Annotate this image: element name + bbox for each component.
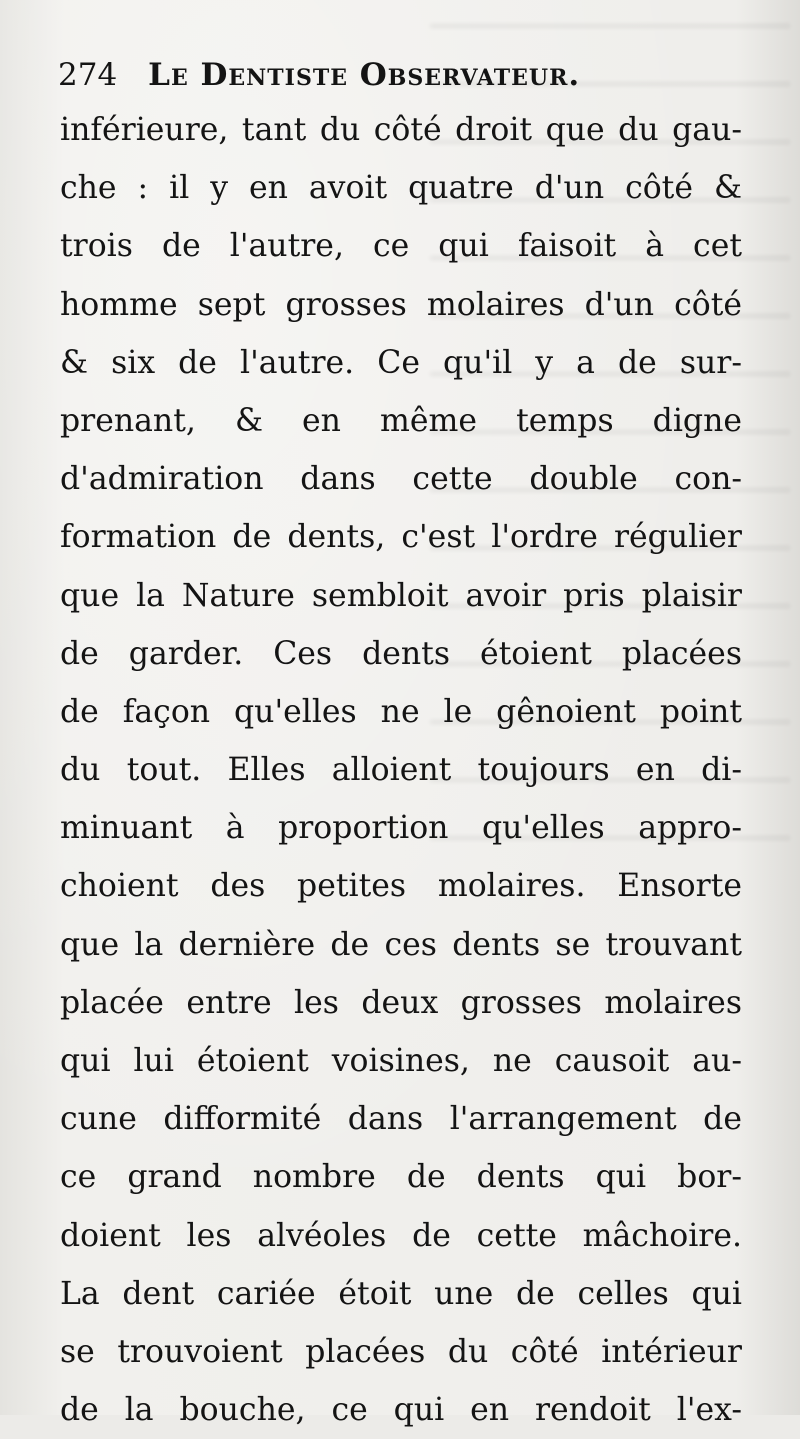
text-line: que la Nature sembloit avoir pris plaisir [60, 577, 742, 614]
text-line: ce grand nombre de dents qui bor- [60, 1159, 742, 1196]
text-line: cune difformité dans l'arrangement de [60, 1101, 742, 1138]
text-line: qui lui étoient voisines, ne causoit au- [60, 1043, 742, 1079]
text-line: du tout. Elles alloient toujours en di- [60, 752, 742, 789]
text-line: de garder. Ces dents étoient placées [60, 635, 742, 672]
text-line: & six de l'autre. Ce qu'il y a de sur- [60, 344, 742, 381]
text-line: placée entre les deux grosses molaires [60, 984, 742, 1021]
body-text [60, 101, 742, 1439]
text-line: prenant, & en même temps digne [60, 402, 742, 439]
text-line: che : il y en avoit quatre d'un côté & [60, 170, 742, 207]
text-line: minuant à proportion qu'elles appro- [60, 810, 742, 847]
text-line: de façon qu'elles ne le gênoient point [60, 693, 742, 730]
text-line: choient des petites molaires. Ensorte [60, 868, 742, 905]
text-line: La dent cariée étoit une de celles qui [60, 1275, 742, 1312]
text-line: formation de dents, c'est l'ordre régulier [60, 519, 742, 556]
text-line: inférieure, tant du côté droit que du gau- [60, 112, 742, 148]
page-header [58, 52, 748, 96]
text-line: homme sept grosses molaires d'un côté [60, 286, 742, 323]
text-line: que la dernière de ces dents se trouvant [60, 926, 742, 963]
text-line: doient les alvéoles de cette mâchoire. [60, 1217, 742, 1254]
page-number: 274 [58, 57, 118, 93]
text-line: de la bouche, ce qui en rendoit l'ex- [60, 1392, 742, 1429]
text-line: se trouvoient placées du côté intérieur [60, 1333, 742, 1370]
text-line: d'admiration dans cette double con- [60, 461, 742, 498]
text-line: trois de l'autre, ce qui faisoit à cet [60, 228, 742, 265]
running-title: Le Dentiste Observateur. [148, 57, 581, 93]
